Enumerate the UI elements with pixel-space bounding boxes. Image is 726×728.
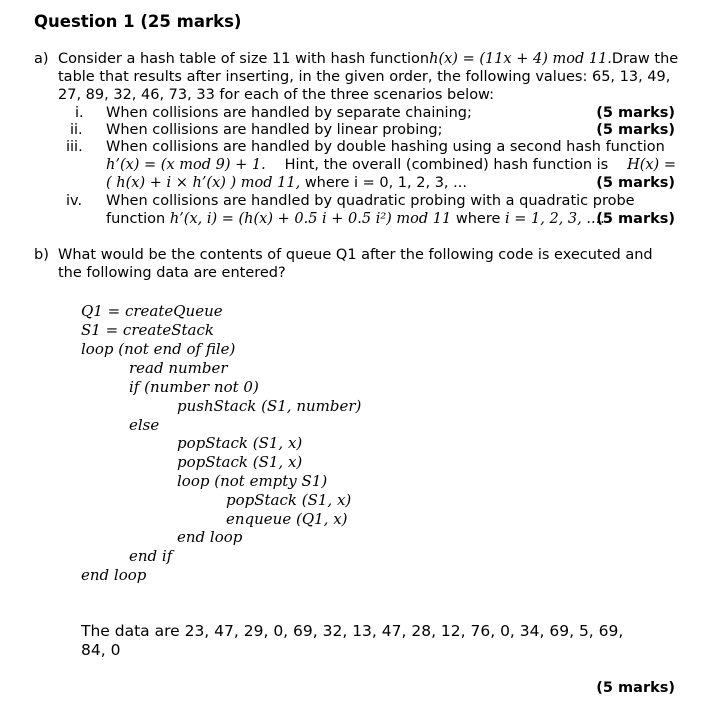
code-line: pushStack (S1, number) [177,397,362,415]
data-line2: 84, 0 [81,641,121,659]
function-word: function [106,211,166,227]
item-iv-line2 [106,211,605,227]
code-line: popStack (S1, x) [226,491,352,509]
combined-hash-formula: ( h(x) + i × h’(x) ) mod 11, [106,175,301,191]
item-text-i: When collisions are handled by separate chaining; [106,105,472,121]
hint-text: Hint, the overall (combined) hash function is [284,157,609,173]
combined-hash-lhs: H(x) = [627,157,676,173]
code-line: end loop [177,528,243,546]
item-number-i: i. [75,105,84,121]
code-line: read number [129,359,228,377]
item-number-iv: iv. [66,193,83,209]
item-text-iv [106,193,676,209]
question-title: Question 1 (25 marks) [34,12,242,31]
part-a-intro-line2: table that results after inserting, in the given order, the following values: 65, 13, 49, [58,69,671,85]
code-line: if (number not 0) [129,378,259,396]
item-marks-i: (5 marks) [596,105,675,121]
item-text-iii: When collisions are handled by double hashing using a second hash function [106,139,665,155]
code-line: popStack (S1, x) [177,434,303,452]
second-hash-formula: h’(x) = (x mod 9) + 1. [106,157,266,173]
part-b-marks: (5 marks) [596,680,675,696]
iteration-text: where i = 0, 1, 2, 3, ... [304,175,467,191]
part-a-intro-text: Consider a hash table of size 11 with hash function [58,51,430,67]
part-b-label: b) [34,247,49,263]
item-text-ii: When collisions are handled by linear probing; [106,122,443,138]
item-number-iii: iii. [66,139,83,155]
part-a-intro-line3: 27, 89, 32, 46, 73, 33 for each of the three scenarios below: [58,87,495,103]
item-marks-iii: (5 marks) [596,175,675,191]
item-iii-line2 [106,157,676,173]
code-line: S1 = createStack [81,321,214,339]
code-line: end loop [81,566,147,584]
code-line: end if [129,547,173,565]
part-a-intro-line1 [58,51,679,67]
code-line: else [129,416,160,434]
part-b-line1: What would be the contents of queue Q1 after the following code is executed and [58,247,653,263]
i-range: i = 1, 2, 3, .... [505,211,605,227]
quadratic-probe-formula: h’(x, i) = (h(x) + 0.5 i + 0.5 i²) mod 11 [169,211,452,227]
item-marks-iv: (5 marks) [596,211,675,227]
item-marks-ii: (5 marks) [596,122,675,138]
code-line: enqueue (Q1, x) [226,510,348,528]
item-number-ii: ii. [70,122,83,138]
item-iv-text: When collisions are handled by quadratic probing with a quadratic probe [106,193,635,209]
code-line: Q1 = createQueue [81,302,223,320]
code-line: popStack (S1, x) [177,453,303,471]
hash-function-formula: h(x) = (11x + 4) mod 11. [429,51,612,67]
where-word: where [455,211,501,227]
part-a-intro-text-end: Draw the [611,51,679,67]
part-a-label: a) [34,51,49,67]
data-line1: The data are 23, 47, 29, 0, 69, 32, 13, 47, 28, 12, 76, 0, 34, 69, 5, 69, [81,622,624,640]
part-b-line2: the following data are entered? [58,265,286,281]
code-line: loop (not end of file) [81,340,236,358]
code-line: loop (not empty S1) [177,472,328,490]
item-iii-line3 [106,175,467,191]
